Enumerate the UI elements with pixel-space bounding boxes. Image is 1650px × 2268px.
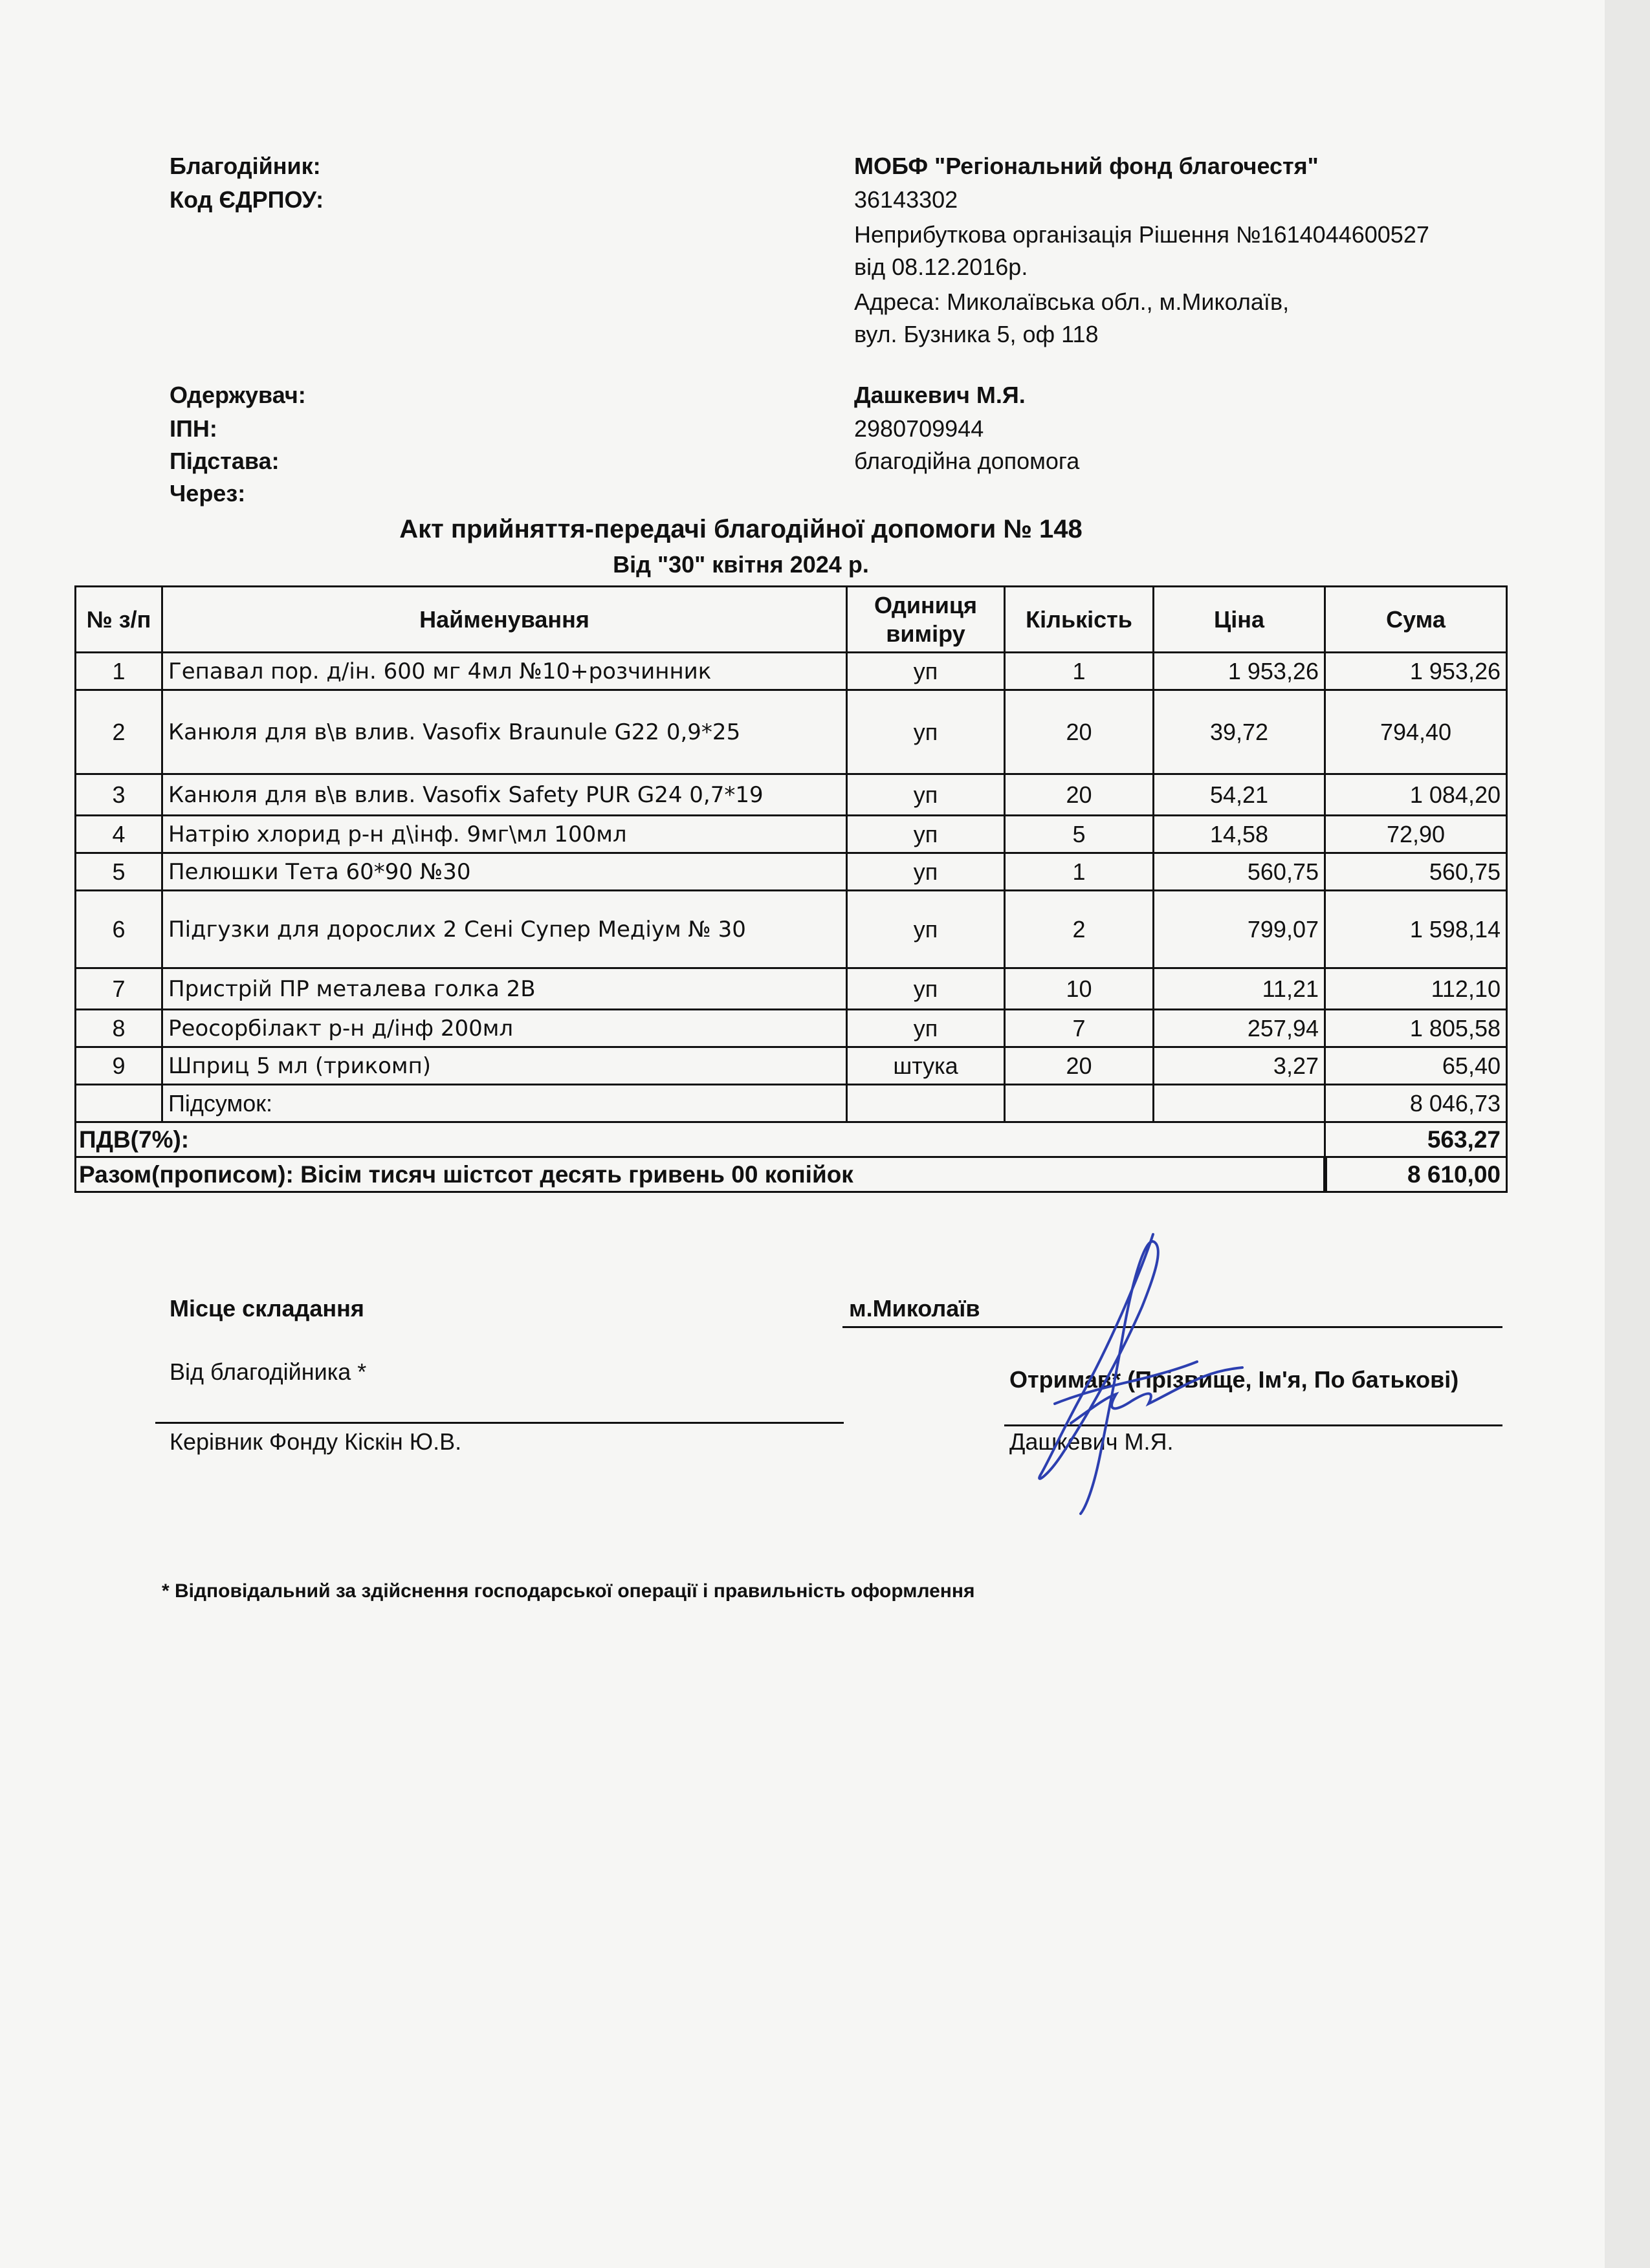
address-line2: вул. Бузника 5, оф 118 — [854, 321, 1099, 347]
total-label: Разом(прописом): Вісім тисяч шістсот десять гривень 00 копійок — [76, 1157, 1325, 1192]
row-qty: 20 — [1005, 690, 1154, 774]
table-row — [76, 891, 1507, 968]
row-name: Підгузки для дорослих 2 Сені Супер Медіум № 30 — [162, 891, 847, 968]
table-row — [76, 853, 1507, 891]
row-unit: уп — [847, 653, 1005, 690]
nonprofit-line2: від 08.12.2016р. — [854, 254, 1028, 280]
received-label: Отримав* (Прізвище, Ім'я, По батькові) — [1009, 1366, 1459, 1393]
col-header-name: Найменування — [162, 587, 847, 653]
basis-label: Підстава: — [170, 448, 280, 474]
subtotal-empty — [76, 1085, 162, 1122]
vat-row — [76, 1122, 1507, 1157]
place-value: м.Миколаїв — [849, 1295, 980, 1322]
row-unit: уп — [847, 853, 1005, 891]
from-donor-label: Від благодійника * — [170, 1358, 367, 1385]
row-num: 6 — [76, 891, 162, 968]
row-name: Канюля для в\в влив. Vasofix Braunule G22 0,9*25 — [162, 690, 847, 774]
basis-value: благодійна допомога — [854, 448, 1080, 474]
row-price: 54,21 — [1154, 774, 1325, 816]
table-row — [76, 1047, 1507, 1085]
row-num: 2 — [76, 690, 162, 774]
subtotal-row — [76, 1085, 1507, 1122]
footnote: * Відповідальний за здійснення господарської операції і правильність оформлення — [162, 1580, 975, 1602]
row-price: 560,75 — [1154, 853, 1325, 891]
row-sum: 1 598,14 — [1325, 891, 1507, 968]
ipn-label: ІПН: — [170, 415, 217, 442]
row-name: Канюля для в\в влив. Vasofix Safety PUR G24 0,7*19 — [162, 774, 847, 816]
row-unit: уп — [847, 968, 1005, 1010]
table-row — [76, 690, 1507, 774]
row-sum: 1 084,20 — [1325, 774, 1507, 816]
row-sum: 560,75 — [1325, 853, 1507, 891]
table-row — [76, 1010, 1507, 1047]
table-header-row — [76, 587, 1507, 653]
row-price: 1 953,26 — [1154, 653, 1325, 690]
row-qty: 20 — [1005, 774, 1154, 816]
row-qty: 5 — [1005, 816, 1154, 853]
edrpou-label: Код ЄДРПОУ: — [170, 186, 324, 213]
table-row — [76, 968, 1507, 1010]
act-date: Від "30" квітня 2024 р. — [613, 551, 869, 578]
recipient-label: Одержувач: — [170, 382, 306, 408]
row-num: 1 — [76, 653, 162, 690]
recipient-name: Дашкевич М.Я. — [1009, 1428, 1174, 1455]
col-header-price: Ціна — [1154, 587, 1325, 653]
row-price: 257,94 — [1154, 1010, 1325, 1047]
total-value: 8 610,00 — [1325, 1157, 1507, 1192]
row-sum: 72,90 — [1325, 816, 1507, 853]
row-unit: уп — [847, 816, 1005, 853]
col-header-qty: Кількість — [1005, 587, 1154, 653]
row-sum: 112,10 — [1325, 968, 1507, 1010]
place-label: Місце складання — [170, 1295, 364, 1322]
fund-head-name: Керівник Фонду Кіскін Ю.В. — [170, 1428, 462, 1455]
row-qty: 1 — [1005, 853, 1154, 891]
subtotal-empty — [1154, 1085, 1325, 1122]
row-qty: 20 — [1005, 1047, 1154, 1085]
row-unit: штука — [847, 1047, 1005, 1085]
subtotal-value: 8 046,73 — [1325, 1085, 1507, 1122]
subtotal-empty — [1005, 1085, 1154, 1122]
col-header-unit: Одиниця виміру — [847, 587, 1005, 653]
row-price: 3,27 — [1154, 1047, 1325, 1085]
items-table — [74, 585, 1508, 1193]
row-num: 5 — [76, 853, 162, 891]
vat-value: 563,27 — [1325, 1122, 1507, 1157]
vat-label: ПДВ(7%): — [76, 1122, 1325, 1157]
row-num: 9 — [76, 1047, 162, 1085]
row-name: Пристрій ПР металева голка 2В — [162, 968, 847, 1010]
row-name: Пелюшки Тета 60*90 №30 — [162, 853, 847, 891]
row-sum: 1 953,26 — [1325, 653, 1507, 690]
donor-signature-line — [155, 1422, 844, 1424]
col-header-num: № з/п — [76, 587, 162, 653]
col-header-sum: Сума — [1325, 587, 1507, 653]
row-price: 14,58 — [1154, 816, 1325, 853]
handwritten-signature — [1009, 1229, 1255, 1527]
ipn-value: 2980709944 — [854, 415, 984, 442]
row-price: 799,07 — [1154, 891, 1325, 968]
row-name: Гепавал пор. д/ін. 600 мг 4мл №10+розчинник — [162, 653, 847, 690]
row-num: 8 — [76, 1010, 162, 1047]
row-sum: 1 805,58 — [1325, 1010, 1507, 1047]
donor-label: Благодійник: — [170, 153, 321, 179]
row-qty: 2 — [1005, 891, 1154, 968]
row-unit: уп — [847, 774, 1005, 816]
row-sum: 65,40 — [1325, 1047, 1507, 1085]
subtotal-empty — [847, 1085, 1005, 1122]
table-row — [76, 653, 1507, 690]
row-num: 7 — [76, 968, 162, 1010]
subtotal-label: Підсумок: — [162, 1085, 847, 1122]
row-name: Шприц 5 мл (трикомп) — [162, 1047, 847, 1085]
table-row — [76, 816, 1507, 853]
row-price: 39,72 — [1154, 690, 1325, 774]
row-sum: 794,40 — [1325, 690, 1507, 774]
row-price: 11,21 — [1154, 968, 1325, 1010]
act-title: Акт прийняття-передачі благодійної допомоги № 148 — [399, 515, 1083, 543]
row-unit: уп — [847, 1010, 1005, 1047]
row-num: 4 — [76, 816, 162, 853]
row-num: 3 — [76, 774, 162, 816]
row-qty: 10 — [1005, 968, 1154, 1010]
row-qty: 1 — [1005, 653, 1154, 690]
via-label: Через: — [170, 480, 246, 507]
recipient-value: Дашкевич М.Я. — [854, 382, 1026, 408]
page-edge — [1605, 0, 1650, 2268]
row-name: Реосорбілакт р-н д/інф 200мл — [162, 1010, 847, 1047]
table-row — [76, 774, 1507, 816]
edrpou-value: 36143302 — [854, 186, 958, 213]
total-row — [76, 1157, 1507, 1192]
row-unit: уп — [847, 891, 1005, 968]
address-line1: Адреса: Миколаївська обл., м.Миколаїв, — [854, 289, 1290, 315]
nonprofit-line1: Неприбуткова організація Рішення №1614044600527 — [854, 221, 1429, 248]
donor-value: МОБФ "Регіональний фонд благочестя" — [854, 153, 1319, 179]
row-qty: 7 — [1005, 1010, 1154, 1047]
row-unit: уп — [847, 690, 1005, 774]
row-name: Натрію хлорид р-н д\інф. 9мг\мл 100мл — [162, 816, 847, 853]
